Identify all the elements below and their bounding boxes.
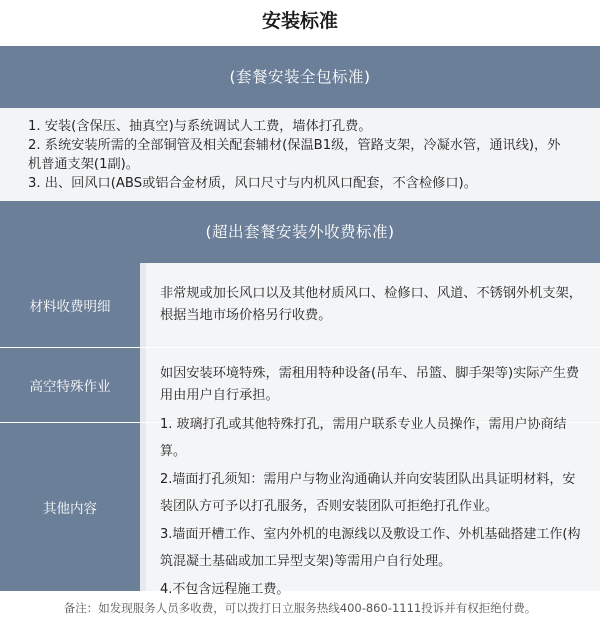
fee-row-text: 如因安装环境特殊，需租用特种设备(吊车、吊篮、脚手架等)实际产生费用由用户自行承担。 xyxy=(160,366,580,403)
fee-row-other xyxy=(0,416,600,597)
fee-row-label: 材料收费明细 xyxy=(0,263,140,347)
fee-row-text: 1. 玻璃打孔或其他特殊打孔，需用户联系专业人员操作，需用户协商结算。 xyxy=(160,416,567,460)
package-item: 1. 安装(含保压、抽真空)与系统调试人工费，墙体打孔费。 xyxy=(28,119,372,134)
fee-row-text: 3.墙面开槽工作、室内外机的电源线以及敷设工作、外机基础搭建工作(构筑混凝土基础或加工异型支架)等需用户自行处理。 xyxy=(160,526,581,570)
extra-fee-header: (超出套餐安装外收费标准) xyxy=(0,201,600,263)
fee-row-text: 2.墙面打孔须知：需用户与物业沟通确认并向安装团队出具证明材料，安装团队方可予以打孔服务，否则安装团队可拒绝打孔作业。 xyxy=(160,471,576,515)
fee-row-text: 4.不包含远程施工费。 xyxy=(160,581,290,597)
package-item: 2. 系统安装所需的全部铜管及相关配套辅材(保温B1级，管路支架，冷凝水管，通讯线)，外机普通支架(1副)。 xyxy=(28,138,561,172)
fee-row-materials xyxy=(0,263,600,348)
package-header: (套餐安装全包标准) xyxy=(0,46,600,108)
footer-note: 备注：如发现服务人员多收费，可以拨打日立服务热线400-860-1111投诉并有权拒绝付费。 xyxy=(63,601,537,615)
fee-row-label: 其他内容 xyxy=(0,423,140,591)
page-title: 安装标准 xyxy=(261,10,338,32)
fee-row-content xyxy=(140,416,600,597)
fee-row-label: 高空特殊作业 xyxy=(0,348,140,422)
fee-row-content xyxy=(140,263,600,347)
package-item: 3. 出、回风口(ABS或铝合金材质，风口尺寸与内机风口配套，不含检修口)。 xyxy=(28,176,477,191)
fee-row-text: 非常规或加长风口以及其他材质风口、检修口、风道、不锈钢外机支架，根据当地市场价格另行收费。 xyxy=(160,286,582,323)
package-items xyxy=(0,108,600,201)
